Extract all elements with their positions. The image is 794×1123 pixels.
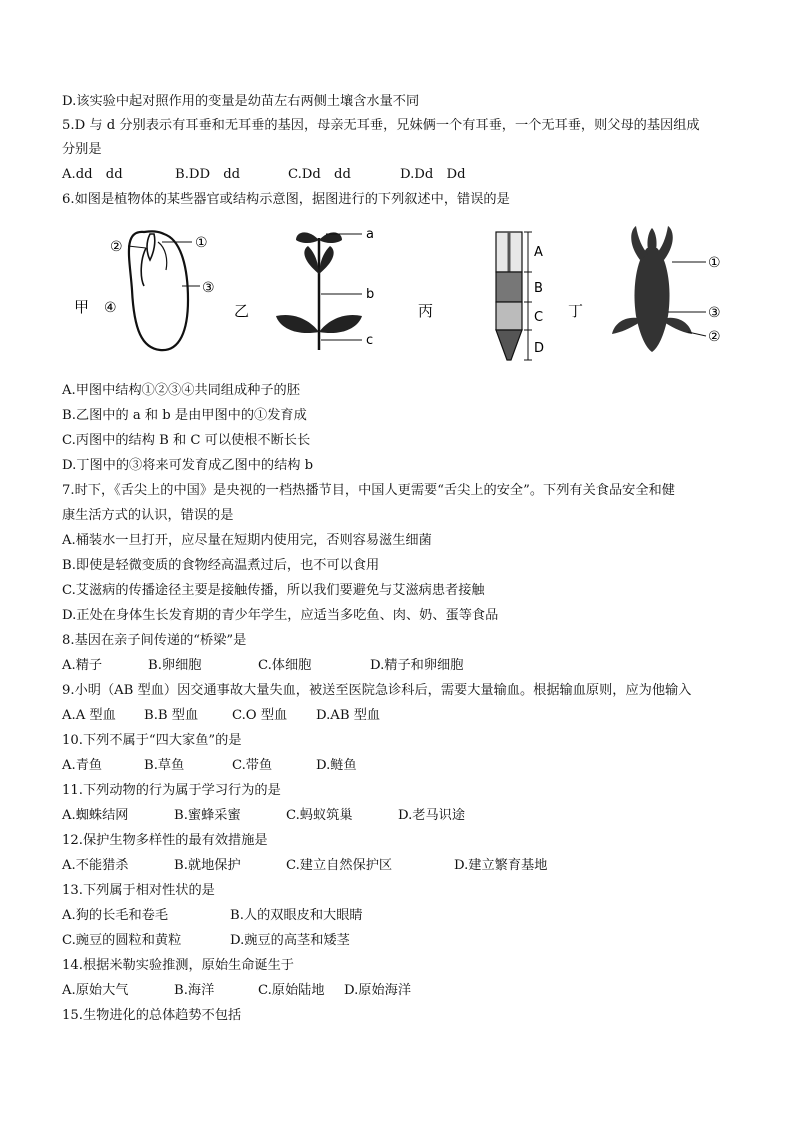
- q9-option-d: D.AB 型血: [316, 708, 381, 723]
- fig-jia-label-3: ③: [202, 280, 215, 296]
- fig-jia-label-4: ④: [104, 300, 117, 316]
- bud-axis: [634, 248, 669, 352]
- fig-ding-label-3: ③: [708, 305, 721, 321]
- q8-option-a: A.精子: [62, 658, 103, 673]
- fig-bing-label: 丙: [418, 302, 434, 320]
- q6-stem: 6.如图是植物体的某些器官或结构示意图，据图进行的下列叙述中，错误的是: [62, 192, 510, 207]
- q13-option-d: D.豌豆的高茎和矮茎: [230, 933, 350, 948]
- fig-jia-label-1: ①: [195, 235, 208, 251]
- leader-line: [128, 246, 146, 248]
- q12-stem: 12.保护生物多样性的最有效措施是: [62, 833, 268, 848]
- q11-option-d: D.老马识途: [398, 808, 466, 823]
- fig-yi-label-c: c: [366, 333, 374, 348]
- bud-young-leaf-left: [612, 318, 640, 334]
- q5-option-d: D.Dd Dd: [400, 167, 466, 182]
- q7-option-d: D.正处在身体生长发育期的青少年学生，应适当多吃鱼、肉、奶、蛋等食品: [62, 608, 499, 623]
- q6-option-b: B.乙图中的 a 和 b 是由甲图中的①发育成: [62, 408, 307, 423]
- q12-option-d: D.建立繁育基地: [454, 858, 548, 873]
- q14-option-b: B.海洋: [174, 983, 215, 998]
- q10-option-b: B.草鱼: [144, 758, 185, 773]
- q13-option-c: C.豌豆的圆粒和黄粒: [62, 933, 182, 948]
- fig-jia-label-2: ②: [110, 239, 123, 255]
- seedling-cotyledon-right: [319, 315, 362, 333]
- q13-options-row2: [62, 931, 662, 951]
- q8-stem: 8.基因在亲子间传递的“桥梁”是: [62, 633, 247, 648]
- root-zone-d: [496, 330, 522, 360]
- q15-stem: 15.生物进化的总体趋势不包括: [62, 1008, 242, 1023]
- q14-stem: 14.根据米勒实验推测，原始生命诞生于: [62, 958, 294, 973]
- fig-bing-label-c: C: [534, 310, 544, 325]
- seedling-upper-leaf-right: [319, 246, 334, 274]
- q6-figure: [62, 220, 742, 370]
- q12-option-a: A.不能猎杀: [62, 858, 129, 873]
- q10-stem: 10.下列不属于“四大家鱼”的是: [62, 733, 242, 748]
- q11-options: [62, 806, 662, 826]
- q8-options: [62, 656, 662, 676]
- q12-option-c: C.建立自然保护区: [286, 858, 393, 873]
- q6-option-c: C.丙图中的结构 B 和 C 可以使根不断长长: [62, 433, 311, 448]
- fig-ding-label: 丁: [568, 302, 584, 320]
- q8-option-d: D.精子和卵细胞: [370, 658, 464, 673]
- q9-option-c: C.O 型血: [232, 708, 288, 723]
- q14-options: [62, 981, 662, 1001]
- q5-stem-line1: 5.D 与 d 分别表示有耳垂和无耳垂的基因，母亲无耳垂，兄妹俩一个有耳垂，一个无耳垂，则父母的基因组成: [62, 118, 700, 133]
- q9-options: [62, 706, 662, 726]
- q9-option-a: A.A 型血: [62, 708, 116, 723]
- root-zone-b: [496, 272, 522, 302]
- q6-option-a: A.甲图中结构①②③④共同组成种子的胚: [62, 383, 300, 398]
- fig-yi-label-a: a: [366, 227, 374, 242]
- q9-option-b: B.B 型血: [144, 708, 199, 723]
- q13-stem: 13.下列属于相对性状的是: [62, 883, 215, 898]
- q7-stem-line2: 康生活方式的认识，错误的是: [62, 508, 234, 523]
- fig-jia-label: 甲: [74, 298, 90, 316]
- fig-bing-label-b: B: [534, 281, 543, 296]
- q12-option-b: B.就地保护: [174, 858, 241, 873]
- leader-line: [688, 332, 706, 336]
- seed-plumule: [147, 234, 155, 260]
- seed-outline: [129, 231, 188, 350]
- fig-yi-label: 乙: [234, 302, 250, 320]
- q6-option-d: D.丁图中的③将来可发育成乙图中的结构 b: [62, 458, 314, 473]
- q12-options: [62, 856, 662, 876]
- q10-option-a: A.青鱼: [62, 758, 103, 773]
- q14-option-a: A.原始大气: [62, 983, 129, 998]
- q11-option-a: A.蜘蛛结网: [62, 808, 129, 823]
- q13-option-a: A.狗的长毛和卷毛: [62, 908, 169, 923]
- q5-option-c: C.Dd dd: [288, 167, 351, 182]
- bud-leaf-primordium-left: [631, 226, 648, 260]
- q10-options: [62, 756, 662, 776]
- q5-option-a: A.dd dd: [62, 167, 123, 182]
- q14-option-c: C.原始陆地: [258, 983, 325, 998]
- q11-option-b: B.蜜蜂采蜜: [174, 808, 241, 823]
- fig-ding-label-1: ①: [708, 255, 721, 271]
- fig-yi-label-b: b: [366, 287, 375, 302]
- q7-option-a: A.桶装水一旦打开，应尽量在短期内使用完，否则容易滋生细菌: [62, 533, 432, 548]
- q5-options: [62, 165, 662, 185]
- q8-option-c: C.体细胞: [258, 658, 312, 673]
- fig-bing-label-a: A: [534, 245, 543, 260]
- root-zone-c: [496, 302, 522, 330]
- bud-growth-point: [647, 228, 656, 250]
- q11-stem: 11.下列动物的行为属于学习行为的是: [62, 783, 281, 798]
- bud-leaf-primordium-right: [656, 226, 673, 260]
- q14-option-d: D.原始海洋: [344, 983, 412, 998]
- seedling-upper-leaf-left: [304, 246, 319, 274]
- q8-option-b: B.卵细胞: [148, 658, 202, 673]
- q10-option-c: C.带鱼: [232, 758, 273, 773]
- q11-option-c: C.蚂蚁筑巢: [286, 808, 353, 823]
- seed-cotyledon-edge: [158, 242, 167, 270]
- q13-option-b: B.人的双眼皮和大眼睛: [230, 908, 363, 923]
- fig-bing-label-d: D: [534, 341, 545, 356]
- q7-option-b: B.即使是轻微变质的食物经高温煮过后，也不可以食用: [62, 558, 380, 573]
- q13-options-row1: [62, 906, 662, 926]
- q7-option-c: C.艾滋病的传播途径主要是接触传播，所以我们要避免与艾滋病患者接触: [62, 583, 485, 598]
- q5-option-b: B.DD dd: [175, 167, 241, 182]
- q10-option-d: D.鲢鱼: [316, 758, 357, 773]
- q9-stem: 9.小明（AB 型血）因交通事故大量失血，被送至医院急诊科后，需要大量输血。根据输血原则，应为他输入: [62, 683, 692, 698]
- seed-embryo-axis: [141, 248, 146, 286]
- seedling-cotyledon-left: [276, 315, 319, 333]
- q7-stem-line1: 7.时下，《舌尖上的中国》是央视的一档热播节目，中国人更需要“舌尖上的安全”。下列有关食品安全和健: [62, 483, 675, 498]
- bud-young-leaf-right: [664, 318, 692, 334]
- plant-structures-figure: [62, 220, 742, 370]
- seedling-bud-leaf-left: [296, 232, 319, 243]
- q4-option-d: D.该实验中起对照作用的变量是幼苗左右两侧土壤含水量不同: [62, 94, 420, 109]
- q5-stem-line2: 分别是: [62, 142, 102, 157]
- fig-ding-label-2: ②: [708, 329, 721, 345]
